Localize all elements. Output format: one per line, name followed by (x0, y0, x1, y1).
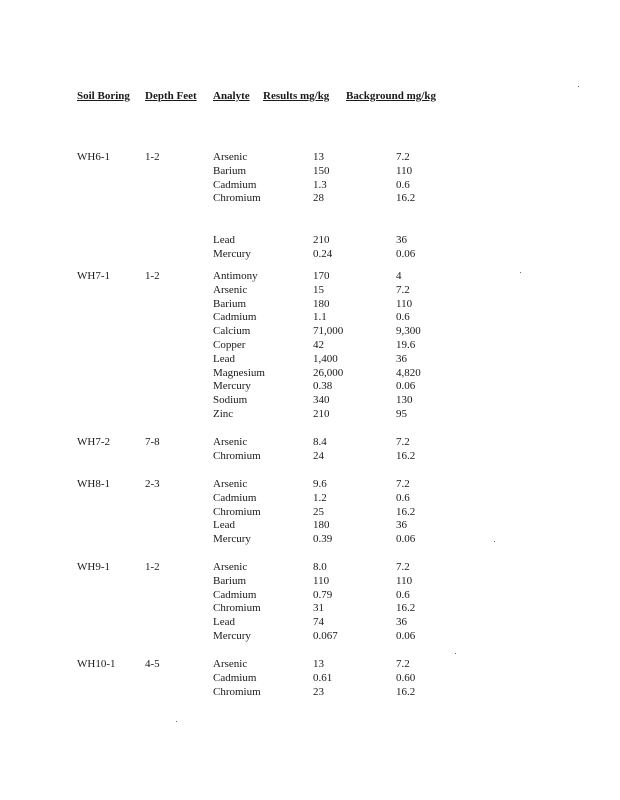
background-value: 36 (396, 519, 407, 532)
result-value: 15 (313, 283, 324, 296)
result-value: 340 (313, 394, 330, 407)
depth-value: 1-2 (145, 151, 160, 163)
depth-value: 2-3 (145, 478, 160, 490)
background-value: 0.06 (396, 380, 416, 393)
analyte-name: Arsenic (213, 658, 248, 670)
header-analyte: Analyte (213, 90, 250, 102)
result-value: 0.61 (313, 671, 333, 684)
analyte-name: Lead (213, 352, 235, 365)
scan-speck (176, 721, 177, 722)
result-value: 210 (313, 408, 330, 420)
soil-boring-id: WH6-1 (77, 151, 110, 163)
result-value: 42 (313, 339, 324, 351)
background-value: 0.6 (396, 491, 410, 504)
analyte-name: Mercury (213, 630, 251, 642)
background-value: 4,820 (396, 366, 421, 379)
background-value: 7.2 (396, 436, 410, 448)
result-value: 74 (313, 616, 324, 629)
analyte-name: Arsenic (213, 283, 248, 296)
result-value: 170 (313, 270, 330, 282)
analyte-name: Arsenic (213, 478, 248, 490)
background-value: 16.2 (396, 449, 416, 462)
background-value: 0.60 (396, 671, 416, 684)
background-value: 0.6 (396, 588, 410, 601)
result-value: 31 (313, 602, 324, 615)
background-value: 110 (396, 164, 413, 177)
analyte-name: Chromium (213, 192, 261, 205)
soil-boring-id: WH10-1 (77, 658, 116, 670)
result-value: 71,000 (313, 325, 344, 338)
background-value: 110 (396, 574, 413, 587)
analyte-name: Mercury (213, 248, 251, 260)
soil-boring-id: WH9-1 (77, 561, 110, 573)
analyte-name: Barium (213, 164, 246, 177)
analyte-name: Antimony (213, 270, 258, 282)
header-soil-boring: Soil Boring (77, 90, 130, 102)
background-value: 36 (396, 234, 407, 247)
result-value: 0.79 (313, 588, 333, 601)
depth-value: 7-8 (145, 436, 160, 448)
result-value: 1.2 (313, 491, 327, 504)
analyte-name: Mercury (213, 380, 251, 393)
soil-boring-id: WH7-2 (77, 436, 110, 448)
background-value: 16.2 (396, 505, 416, 518)
scan-speck (520, 272, 521, 273)
background-value: 16.2 (396, 602, 416, 615)
result-value: 180 (313, 297, 330, 310)
depth-value: 1-2 (145, 561, 160, 573)
scan-speck (494, 541, 495, 542)
background-value: 9,300 (396, 325, 421, 338)
background-value: 4 (396, 270, 402, 282)
result-value: 1,400 (313, 352, 338, 365)
analyte-name: Sodium (213, 394, 248, 407)
analyte-name: Zinc (213, 408, 234, 420)
background-value: 110 (396, 297, 413, 310)
result-value: 8.4 (313, 436, 327, 448)
background-value: 7.2 (396, 658, 410, 670)
analyte-name: Mercury (213, 533, 251, 546)
background-value: 7.2 (396, 561, 410, 573)
result-value: 0.38 (313, 380, 333, 393)
scan-speck (578, 86, 579, 87)
analyte-name: Arsenic (213, 561, 248, 573)
analyte-name: Barium (213, 574, 246, 587)
background-value: 16.2 (396, 192, 416, 205)
analyte-name: Lead (213, 519, 235, 532)
result-value: 0.24 (313, 248, 333, 260)
background-value: 0.06 (396, 533, 416, 546)
result-value: 9.6 (313, 478, 327, 490)
soil-boring-id: WH7-1 (77, 270, 110, 282)
analyte-name: Cadmium (213, 491, 257, 504)
analyte-name: Cadmium (213, 311, 257, 324)
soil-boring-id: WH8-1 (77, 478, 110, 490)
analyte-name: Arsenic (213, 151, 248, 163)
analyte-name: Chromium (213, 685, 261, 698)
analyte-name: Chromium (213, 505, 261, 518)
scan-speck (455, 653, 456, 654)
background-value: 0.6 (396, 178, 410, 191)
result-value: 13 (313, 151, 324, 163)
result-value: 110 (313, 574, 330, 587)
depth-value: 1-2 (145, 270, 160, 282)
background-value: 36 (396, 616, 407, 629)
result-value: 28 (313, 192, 324, 205)
analyte-name: Lead (213, 234, 235, 247)
result-value: 1.1 (313, 311, 327, 324)
analyte-name: Magnesium (213, 366, 265, 379)
result-value: 1.3 (313, 178, 327, 191)
result-value: 210 (313, 234, 330, 247)
analyte-name: Calcium (213, 325, 251, 338)
background-value: 16.2 (396, 685, 416, 698)
header-results: Results mg/kg (263, 90, 330, 102)
result-value: 23 (313, 685, 324, 698)
analyte-name: Cadmium (213, 588, 257, 601)
result-value: 0.067 (313, 630, 338, 642)
result-value: 150 (313, 164, 330, 177)
result-value: 26,000 (313, 366, 344, 379)
analyte-name: Arsenic (213, 436, 248, 448)
analyte-name: Chromium (213, 449, 261, 462)
depth-value: 4-5 (145, 658, 160, 670)
analyte-name: Barium (213, 297, 246, 310)
analyte-name: Lead (213, 616, 235, 629)
result-value: 0.39 (313, 533, 333, 546)
background-value: 130 (396, 394, 413, 407)
background-value: 0.6 (396, 311, 410, 324)
background-value: 95 (396, 408, 407, 420)
background-value: 7.2 (396, 283, 410, 296)
background-value: 36 (396, 352, 407, 365)
result-value: 13 (313, 658, 324, 670)
analyte-name: Cadmium (213, 178, 257, 191)
background-value: 0.06 (396, 248, 416, 260)
header-depth-feet: Depth Feet (145, 90, 197, 102)
analyte-name: Cadmium (213, 671, 257, 684)
background-value: 7.2 (396, 478, 410, 490)
result-value: 180 (313, 519, 330, 532)
background-value: 19.6 (396, 339, 416, 351)
analyte-name: Chromium (213, 602, 261, 615)
result-value: 24 (313, 449, 324, 462)
background-value: 0.06 (396, 630, 416, 642)
result-value: 25 (313, 505, 324, 518)
background-value: 7.2 (396, 151, 410, 163)
result-value: 8.0 (313, 561, 327, 573)
header-background: Background mg/kg (346, 90, 436, 102)
analyte-name: Copper (213, 339, 246, 351)
